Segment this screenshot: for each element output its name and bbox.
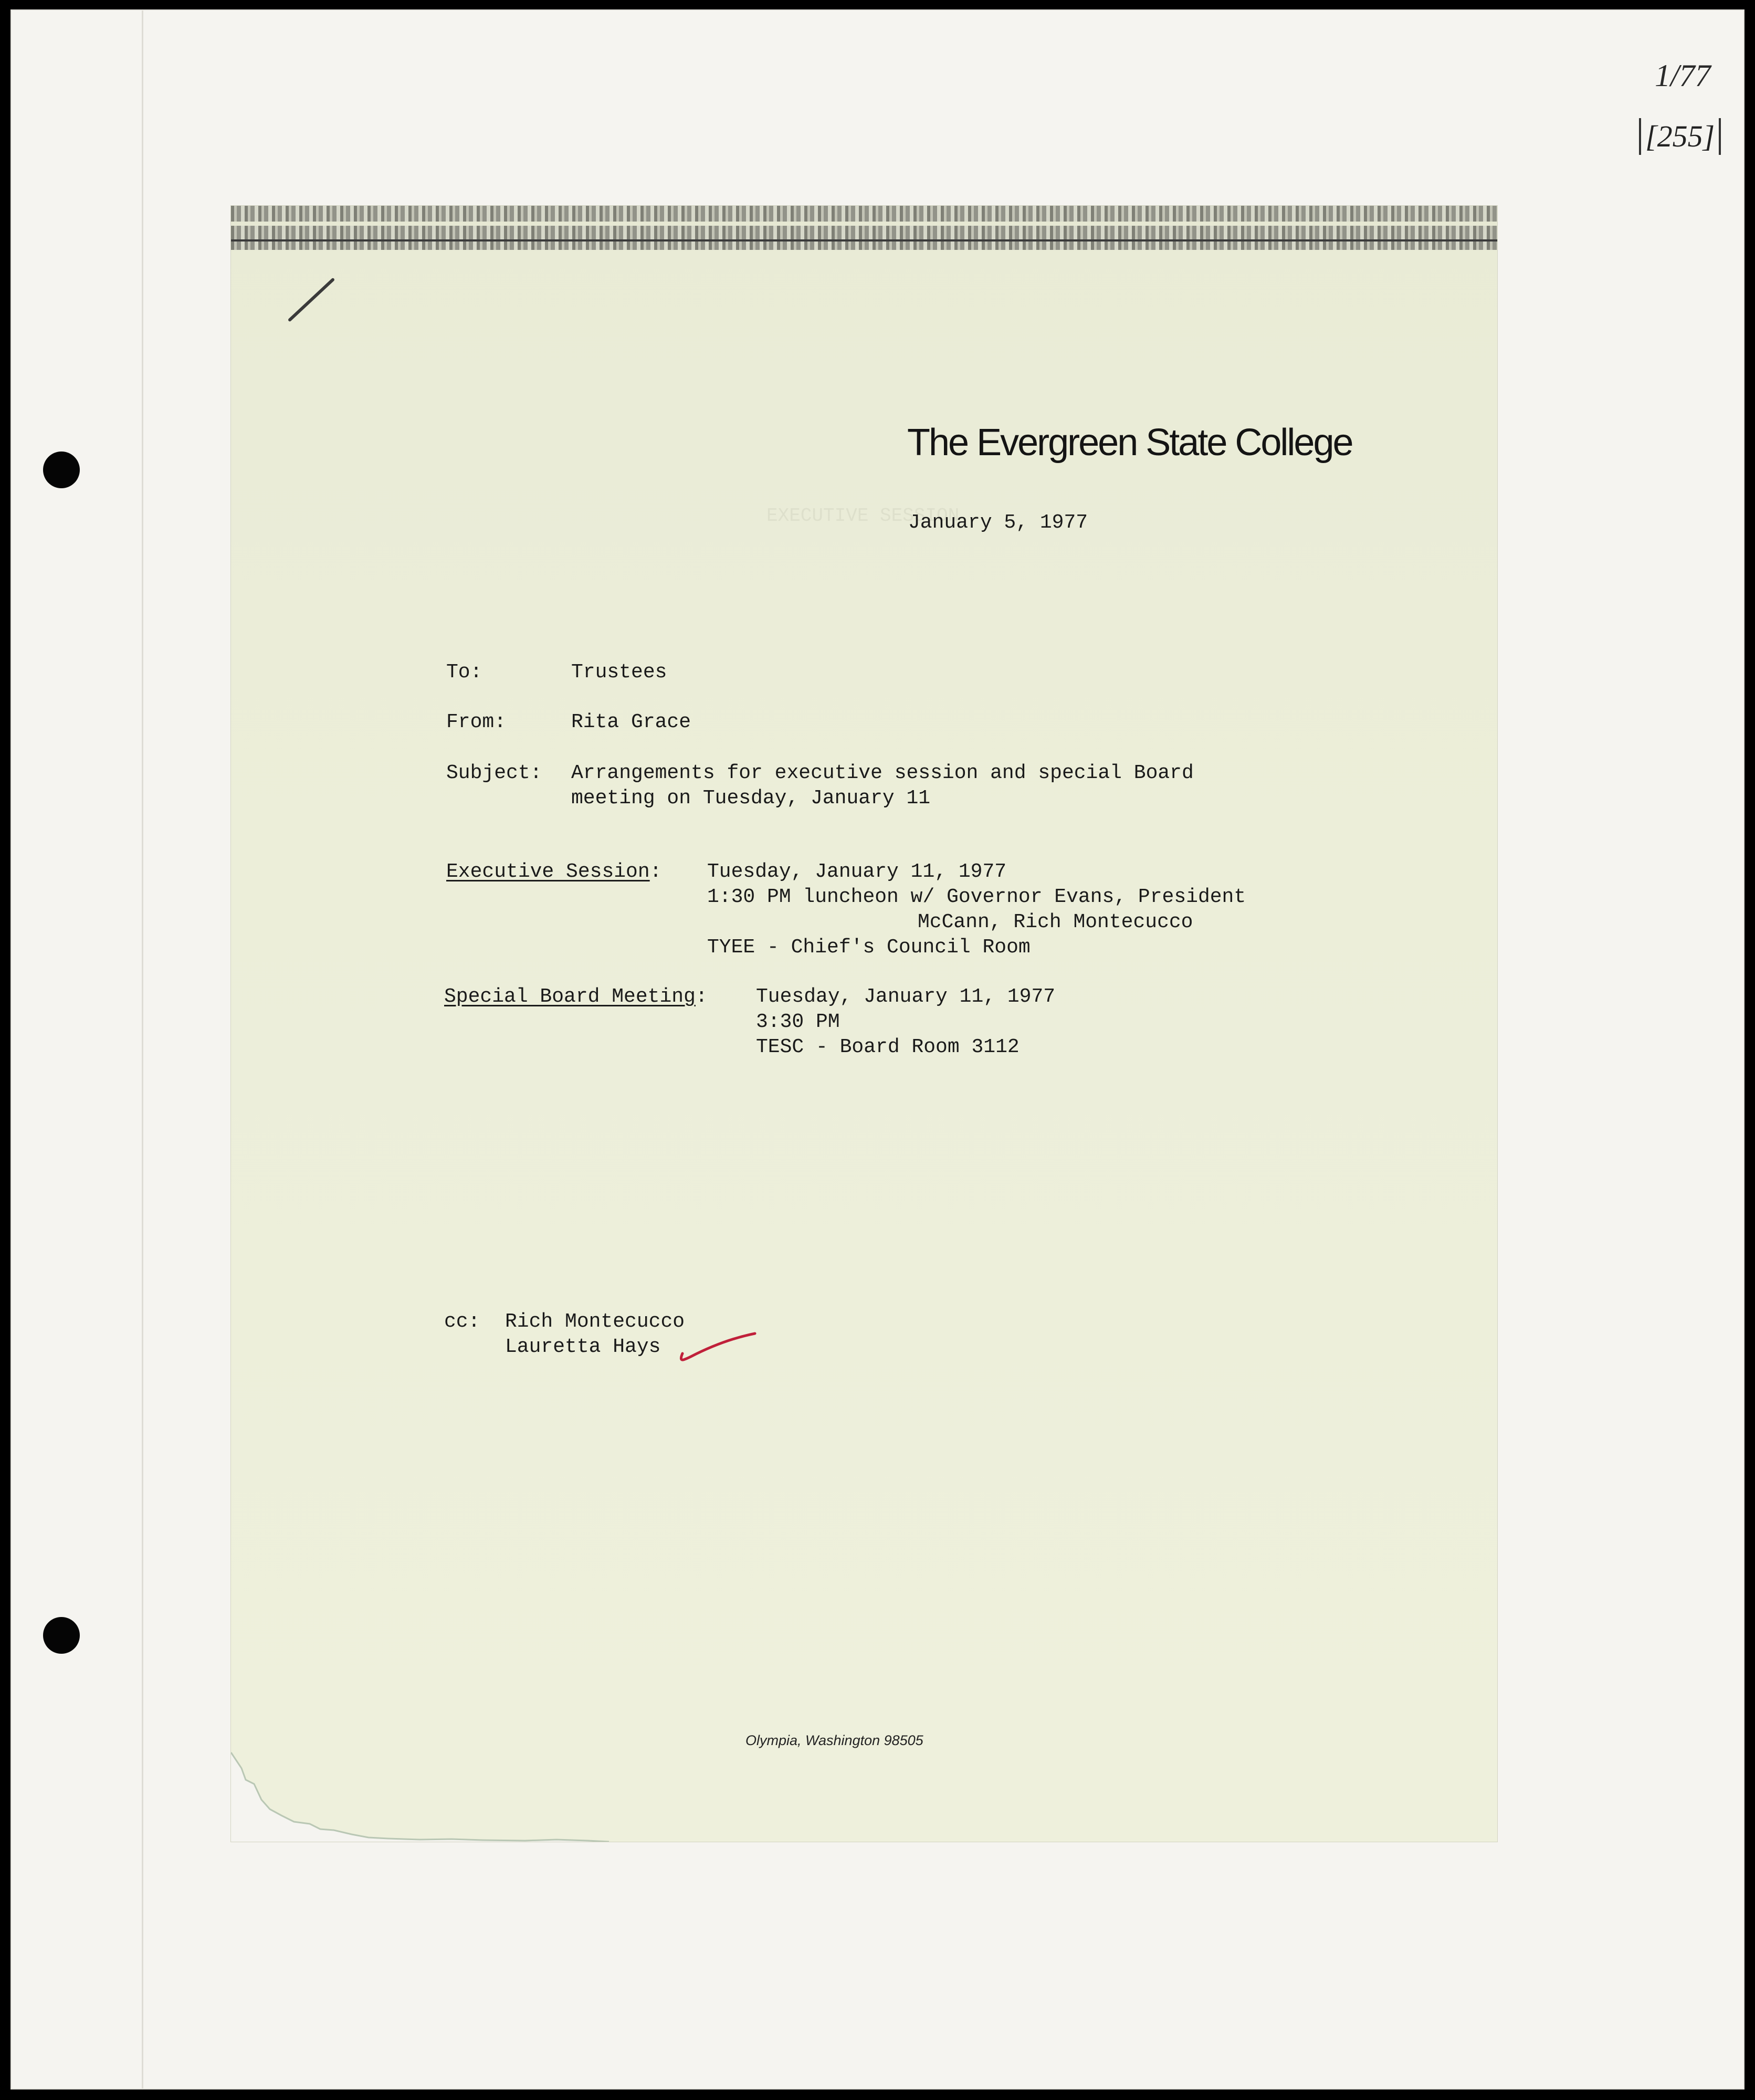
archive-reference-number: [255] xyxy=(1639,118,1721,155)
to-value: Trustees xyxy=(571,661,667,684)
to-label: To: xyxy=(446,661,482,684)
cc-label: cc: xyxy=(444,1310,480,1333)
special-board-meeting-label: Special Board Meeting xyxy=(444,985,696,1008)
letterhead: The Evergreen State College xyxy=(907,422,1352,464)
archive-date-mark: 1/77 xyxy=(1655,58,1711,93)
executive-session-heading xyxy=(446,859,661,885)
executive-session-colon: : xyxy=(649,860,662,883)
punch-hole-bottom xyxy=(43,1617,80,1654)
check-mark-icon xyxy=(676,1330,760,1367)
cc-recipient: Rich Montecucco xyxy=(505,1310,685,1333)
staple-mark xyxy=(288,278,335,322)
torn-corner xyxy=(231,1642,1018,1842)
memo-sheet xyxy=(231,206,1497,1842)
memo-date: January 5, 1977 xyxy=(908,511,1088,534)
executive-session-date: Tuesday, January 11, 1977 xyxy=(707,860,1007,883)
footer-address: Olympia, Washington 98505 xyxy=(745,1732,923,1748)
subject-line-1: Arrangements for executive session and special Board xyxy=(571,762,1194,784)
photocopy-streak xyxy=(231,206,1497,250)
from-value: Rita Grace xyxy=(571,711,691,733)
special-board-meeting-time: 3:30 PM xyxy=(756,1011,840,1033)
special-board-meeting-heading xyxy=(444,984,708,1010)
executive-session-location: TYEE - Chief's Council Room xyxy=(707,936,1031,959)
executive-session-label: Executive Session xyxy=(446,860,650,883)
from-label: From: xyxy=(446,711,507,733)
executive-session-luncheon: 1:30 PM luncheon w/ Governor Evans, President xyxy=(707,886,1246,908)
special-board-meeting-location: TESC - Board Room 3112 xyxy=(756,1036,1020,1058)
subject-label: Subject: xyxy=(446,762,542,784)
executive-session-attendees: McCann, Rich Montecucco xyxy=(918,911,1193,933)
album-fold-line xyxy=(142,10,143,2088)
subject-line-2: meeting on Tuesday, January 11 xyxy=(571,787,931,810)
special-board-meeting-date: Tuesday, January 11, 1977 xyxy=(756,985,1056,1008)
photocopy-edge-line xyxy=(231,239,1497,242)
special-board-meeting-colon: : xyxy=(695,985,708,1008)
cc-recipient: Lauretta Hays xyxy=(505,1336,661,1358)
punch-hole-top xyxy=(43,452,80,488)
show-through-text: EXECUTIVE SESSION xyxy=(766,505,960,527)
